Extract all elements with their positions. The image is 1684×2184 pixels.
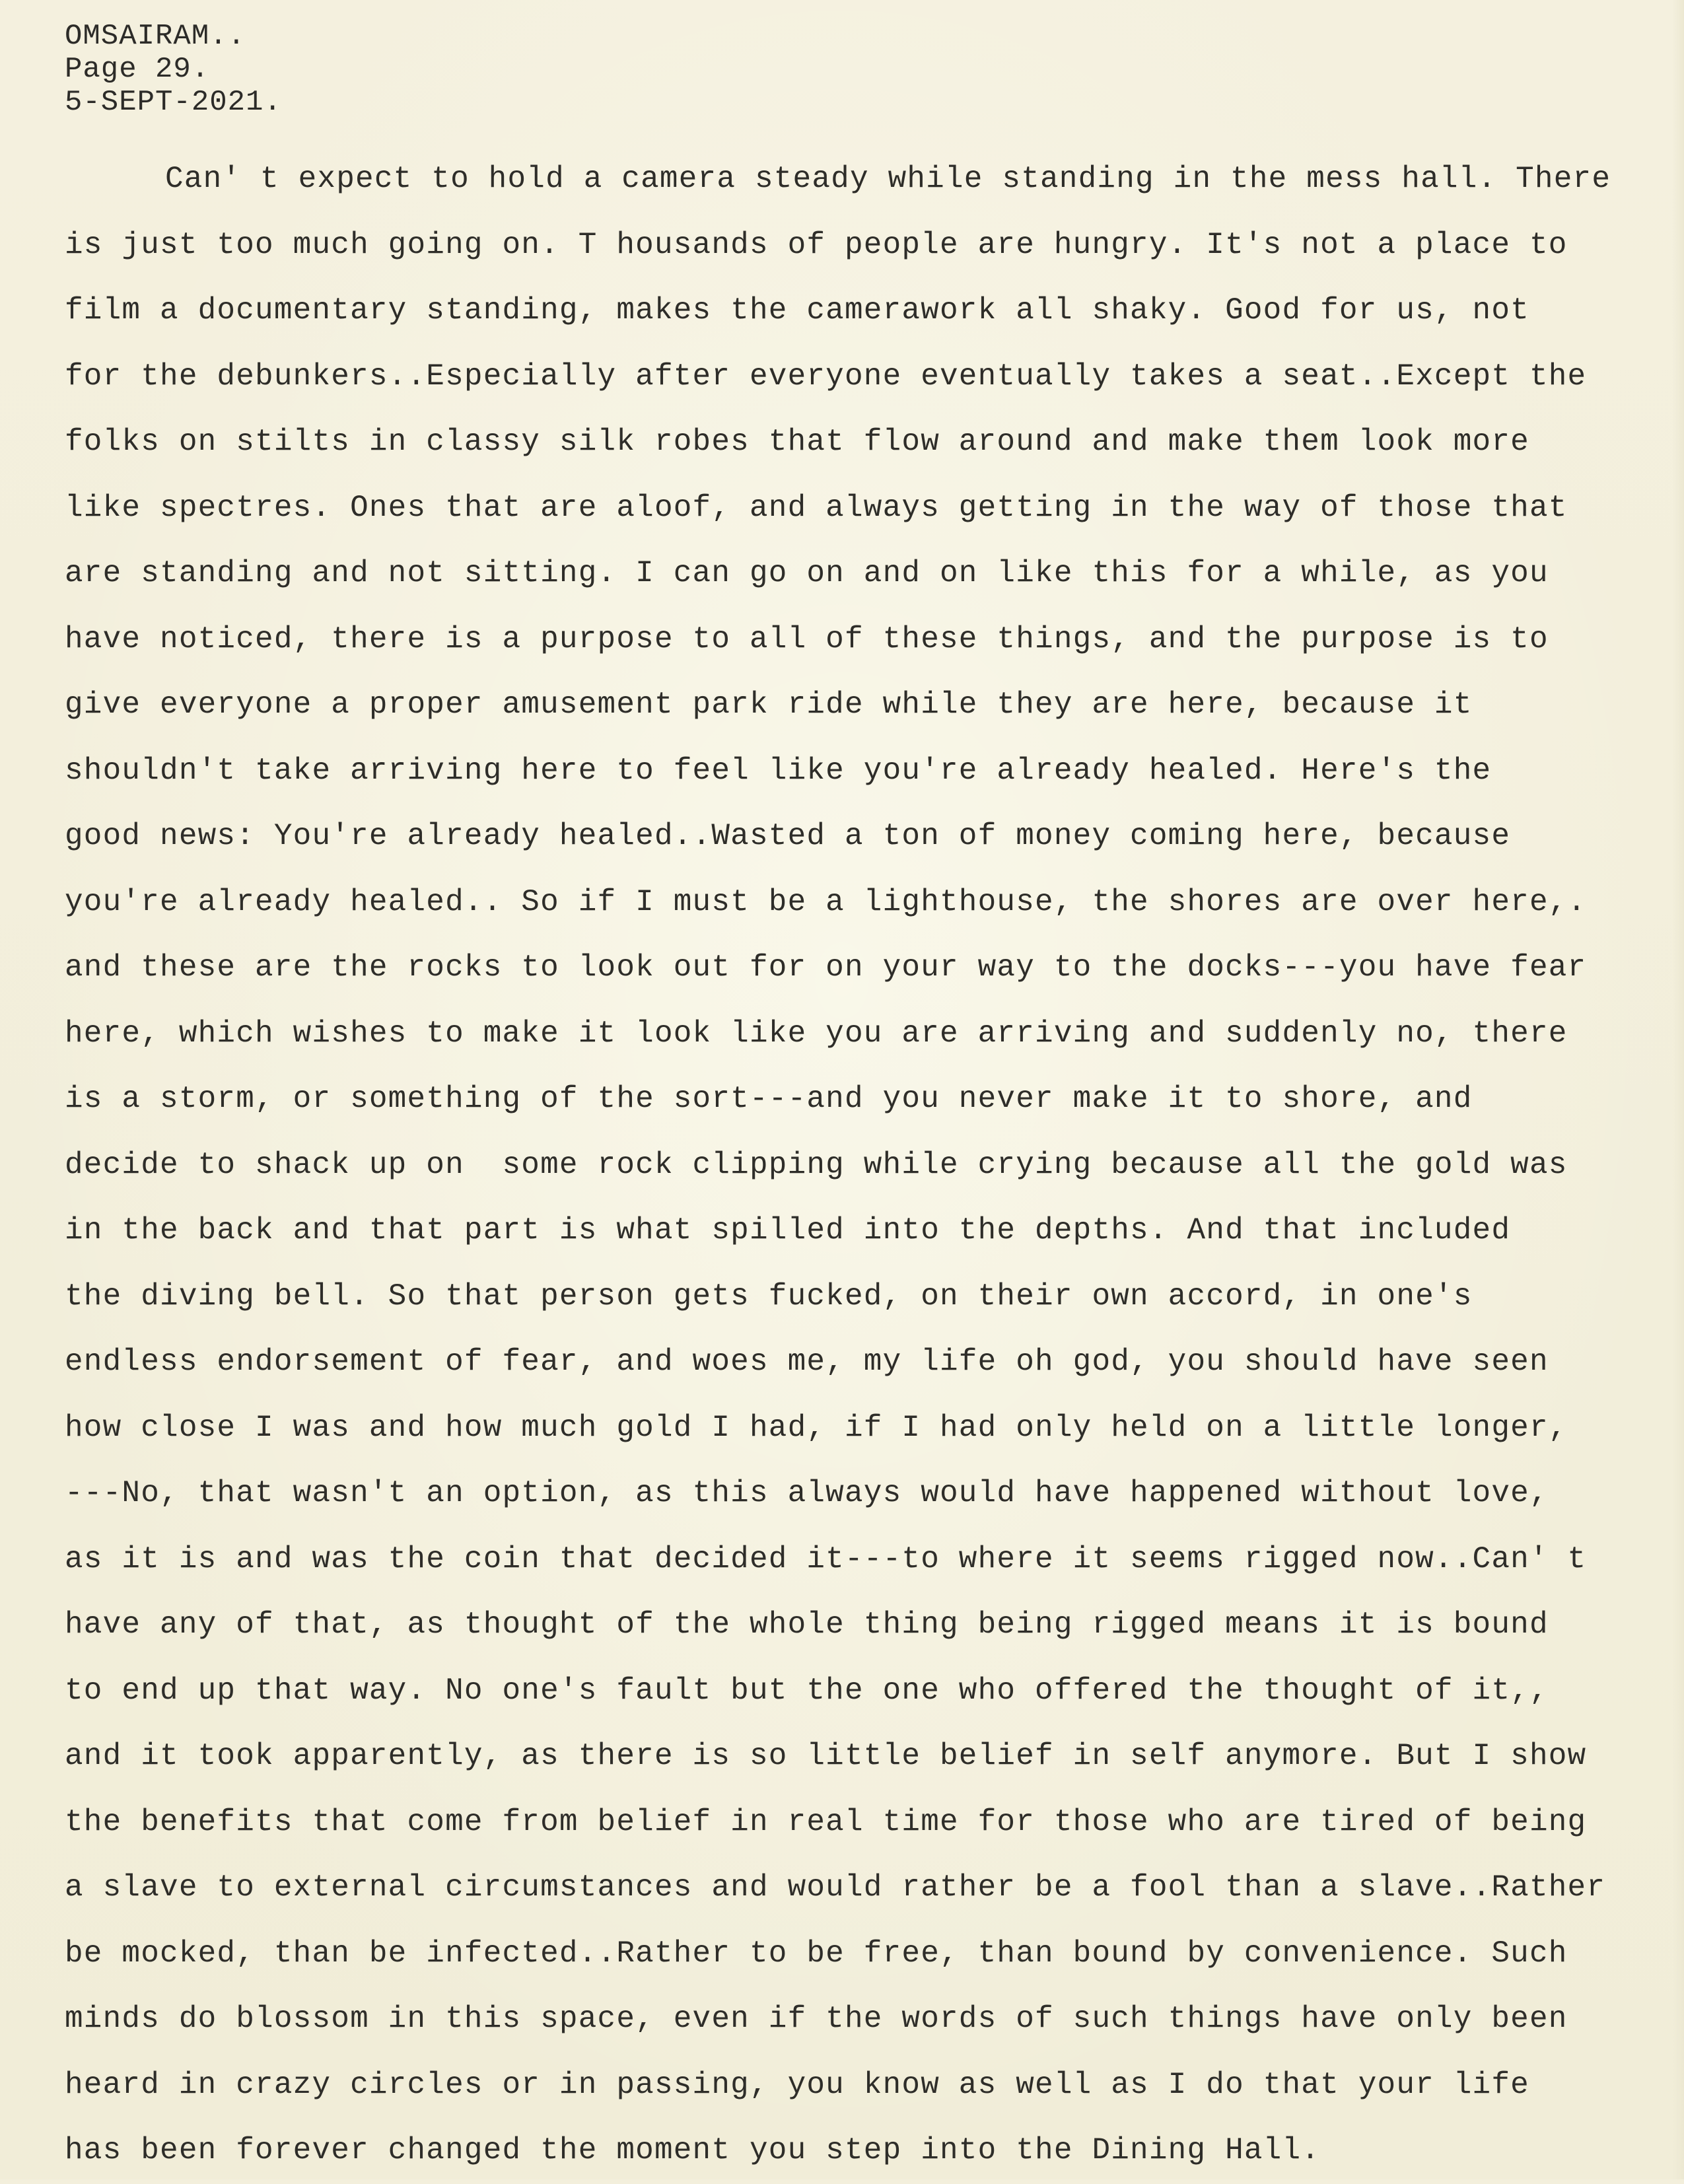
- page-date: 5-SEPT-2021.: [65, 86, 282, 119]
- text-line: here, which wishes to make it look like you are arriving and suddenly no, there: [65, 1016, 1568, 1051]
- text-line: Can' t expect to hold a camera steady while standing in the mess hall. There: [165, 162, 1611, 196]
- text-line: and these are the rocks to look out for on your way to the docks---you have fear: [65, 950, 1587, 985]
- text-line: like spectres. Ones that are aloof, and always getting in the way of those that: [65, 490, 1568, 525]
- text-line: are standing and not sitting. I can go on and on like this for a while, as you: [65, 556, 1549, 590]
- text-line: for the debunkers..Especially after everyone eventually takes a seat..Except the: [65, 359, 1587, 394]
- text-line: shouldn't take arriving here to feel like you're already healed. Here's the: [65, 753, 1492, 788]
- body-text: [65, 147, 1676, 2184]
- text-line: decide to shack up on some rock clipping while crying because all the gold was: [65, 1147, 1568, 1182]
- text-line: the benefits that come from belief in real time for those who are tired of being: [65, 1804, 1587, 1839]
- text-line: in the back and that part is what spilled into the depths. And that included: [65, 1213, 1511, 1248]
- text-line: minds do blossom in this space, even if the words of such things have only been: [65, 2002, 1568, 2036]
- header-salutation: OMSAIRAM..: [65, 20, 246, 53]
- text-line: be mocked, than be infected..Rather to be free, than bound by convenience. Such: [65, 1936, 1568, 1971]
- page-header: [65, 20, 282, 119]
- text-line: a slave to external circumstances and would rather be a fool than a slave..Rather: [65, 1870, 1606, 1905]
- text-line: film a documentary standing, makes the camerawork all shaky. Good for us, not: [65, 293, 1529, 328]
- text-line: folks on stilts in classy silk robes that flow around and make them look more: [65, 425, 1529, 459]
- text-line: the diving bell. So that person gets fucked, on their own accord, in one's: [65, 1279, 1473, 1314]
- text-line: have noticed, there is a purpose to all of these things, and the purpose is to: [65, 621, 1549, 656]
- text-line: heard in crazy circles or in passing, you know as well as I do that your life: [65, 2067, 1529, 2102]
- page-number: Page 29.: [65, 53, 210, 86]
- text-line: how close I was and how much gold I had, if I had only held on a little longer,: [65, 1410, 1568, 1445]
- text-line: is just too much going on. T housands of people are hungry. It's not a place to: [65, 227, 1568, 262]
- text-line: as it is and was the coin that decided it---to where it seems rigged now..Can' t: [65, 1541, 1587, 1576]
- text-line: give everyone a proper amusement park ride while they are here, because it: [65, 687, 1473, 722]
- text-line: you're already healed.. So if I must be a lighthouse, the shores are over here,.: [65, 884, 1587, 919]
- text-line: good news: You're already healed..Wasted a ton of money coming here, because: [65, 819, 1511, 853]
- text-line: and it took apparently, as there is so little belief in self anymore. But I show: [65, 1739, 1587, 1773]
- text-line: to end up that way. No one's fault but the one who offered the thought of it,,: [65, 1673, 1549, 1708]
- text-line: is a storm, or something of the sort---and you never make it to shore, and: [65, 1082, 1473, 1116]
- text-line: endless endorsement of fear, and woes me, my life oh god, you should have seen: [65, 1345, 1549, 1379]
- text-line: ---No, that wasn't an option, as this always would have happened without love,: [65, 1476, 1549, 1510]
- text-line: have any of that, as thought of the whole thing being rigged means it is bound: [65, 1607, 1549, 1642]
- text-line: has been forever changed the moment you step into the Dining Hall.: [65, 2133, 1321, 2167]
